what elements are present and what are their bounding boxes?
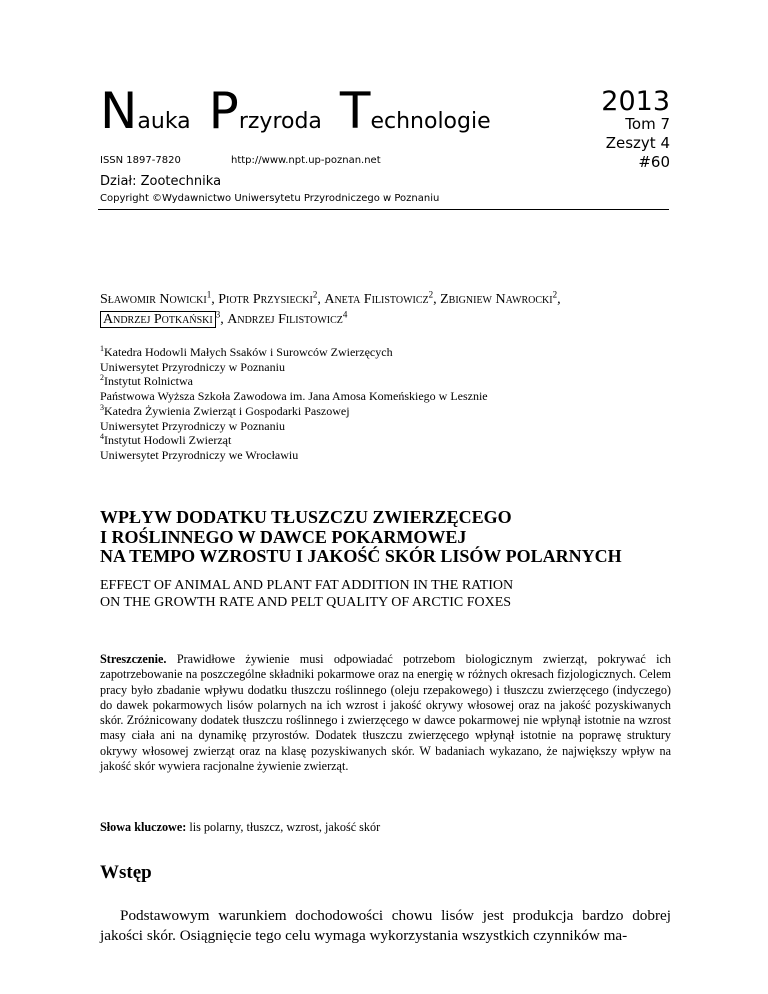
title-line: WPŁYW DODATKU TŁUSZCZU ZWIERZĘCEGO xyxy=(100,507,512,527)
journal-meta xyxy=(100,155,381,166)
author-name: Andrzej Filistowicz xyxy=(227,312,343,327)
author-name: Aneta Filistowicz xyxy=(324,292,429,307)
author-separator: , xyxy=(211,292,219,307)
body-paragraph: Podstawowym warunkiem dochodowości chowu lisów jest produkcja bardzo dobrej jakości skór. Osiągnięcie tego celu wymaga wykorzystania wszystkich czynników ma- xyxy=(100,907,671,944)
abstract xyxy=(100,652,671,774)
abstract-label: Streszczenie. xyxy=(100,652,167,666)
journal-issn: ISSN 1897-7820 xyxy=(100,155,181,166)
journal-word: rzyroda xyxy=(238,109,322,134)
affiliation-line: Instytut Rolnictwa xyxy=(104,374,193,389)
copyright-notice: Copyright ©Wydawnictwo Uniwersytetu Przyrodniczego w Poznaniu xyxy=(100,193,440,204)
affiliation-line: Uniwersytet Przyrodniczy w Poznaniu xyxy=(100,359,285,374)
affiliation-mark: 3 xyxy=(100,402,104,412)
journal-issue: Zeszyt 4 xyxy=(605,134,670,152)
author-affiliation-mark: 2 xyxy=(428,289,434,300)
affiliation-mark: 2 xyxy=(100,373,104,383)
title-line: ON THE GROWTH RATE AND PELT QUALITY OF ARCTIC FOXES xyxy=(100,595,512,610)
journal-word: auka xyxy=(137,109,191,134)
affiliation-list xyxy=(100,345,675,463)
paper-title-english xyxy=(100,577,675,611)
journal-initial: T xyxy=(339,82,371,140)
affiliation-line: Uniwersytet Przyrodniczy we Wrocławiu xyxy=(100,447,299,462)
author-separator: , xyxy=(220,312,228,327)
author-affiliation-mark: 1 xyxy=(206,289,212,300)
keywords xyxy=(100,820,671,835)
author-name: Zbigniew Nawrocki xyxy=(440,292,553,307)
author-affiliation-mark: 2 xyxy=(312,289,318,300)
journal-year: 2013 xyxy=(601,86,670,117)
affiliation-line: Państwowa Wyższa Szkoła Zawodowa im. Jana Amosa Komeńskiego w Lesznie xyxy=(100,389,488,404)
title-line: I ROŚLINNEGO W DAWCE POKARMOWEJ xyxy=(100,526,467,547)
journal-initial: P xyxy=(208,82,239,140)
affiliation-mark: 1 xyxy=(100,344,104,353)
author-affiliation-mark: 3 xyxy=(215,309,221,320)
journal-url[interactable]: http://www.npt.up-poznan.net xyxy=(231,155,381,166)
affiliation xyxy=(100,374,675,389)
author-separator: , xyxy=(317,292,325,307)
journal-volume: Tom 7 xyxy=(625,115,670,133)
keywords-text: lis polarny, tłuszcz, wzrost, jakość skór xyxy=(189,820,381,834)
journal-word: echnologie xyxy=(370,109,491,134)
author-list xyxy=(100,290,675,330)
affiliation-line: Katedra Hodowli Małych Ssaków i Surowców Zwierzęcych xyxy=(104,345,393,359)
author-separator: , xyxy=(557,292,561,307)
journal-number: #60 xyxy=(638,153,670,171)
journal-initial: N xyxy=(100,82,138,140)
affiliation-line: Katedra Żywienia Zwierząt i Gospodarki Paszowej xyxy=(104,403,350,418)
author-name: Piotr Przysiecki xyxy=(218,292,313,307)
author-separator: , xyxy=(433,292,441,307)
section-heading: Wstęp xyxy=(100,862,152,883)
journal-section: Dział: Zootechnika xyxy=(100,174,222,189)
author-affiliation-mark: 4 xyxy=(342,309,348,320)
paper-title-polish xyxy=(100,508,680,567)
title-line: NA TEMPO WZROSTU I JAKOŚĆ SKÓR LISÓW POLARNYCH xyxy=(100,546,622,566)
header-divider xyxy=(98,209,669,210)
affiliation-line: Uniwersytet Przyrodniczy w Poznaniu xyxy=(100,418,285,433)
volume-info xyxy=(606,115,670,172)
affiliation xyxy=(100,345,675,360)
title-line: EFFECT OF ANIMAL AND PLANT FAT ADDITION IN THE RATION xyxy=(100,578,514,593)
author-name: Sławomir Nowicki xyxy=(100,292,207,307)
affiliation-mark: 4 xyxy=(100,432,104,442)
author-name-boxed: Andrzej Potkański xyxy=(100,311,216,328)
author-affiliation-mark: 2 xyxy=(552,289,558,300)
affiliation xyxy=(100,404,675,419)
journal-title xyxy=(100,82,509,140)
affiliation-line: Instytut Hodowli Zwierząt xyxy=(104,433,232,448)
abstract-text: Prawidłowe żywienie musi odpowiadać potrzebom biologicznym zwierząt, pokrywać ich zapotrzebowanie na poszczególne składniki pokarmowe oraz na energię w różnych okresach fizjologicznych. Celem pracy było zbadanie wpływu dodatku tłuszczu roślinnego (oleju rzepakowego) i tłuszczu zwierzęcego (indyczego) do dawek pokarmowych lisów polarnych na ich wzrost i jakość okrywy włosowej oraz na jakość pozyskiwanych skór. Zróżnicowany dodatek tłuszczu roślinnego i zwierzęcego w dawce pokarmowej nie wpłynął istotnie na wzrost masy ciała ani na dynamikę przyrostów. Dodatek tłuszczu zwierzęcego wpłynął istotnie na poprawę struktury okrywy włosowej zwierząt oraz na klasę pozyskiwanych skór. W badaniach wykazano, że największy wpływ na jakość skór wywiera racjonalne żywienie zwierząt. xyxy=(100,652,671,774)
keywords-label: Słowa kluczowe: xyxy=(100,820,187,834)
affiliation xyxy=(100,433,675,448)
